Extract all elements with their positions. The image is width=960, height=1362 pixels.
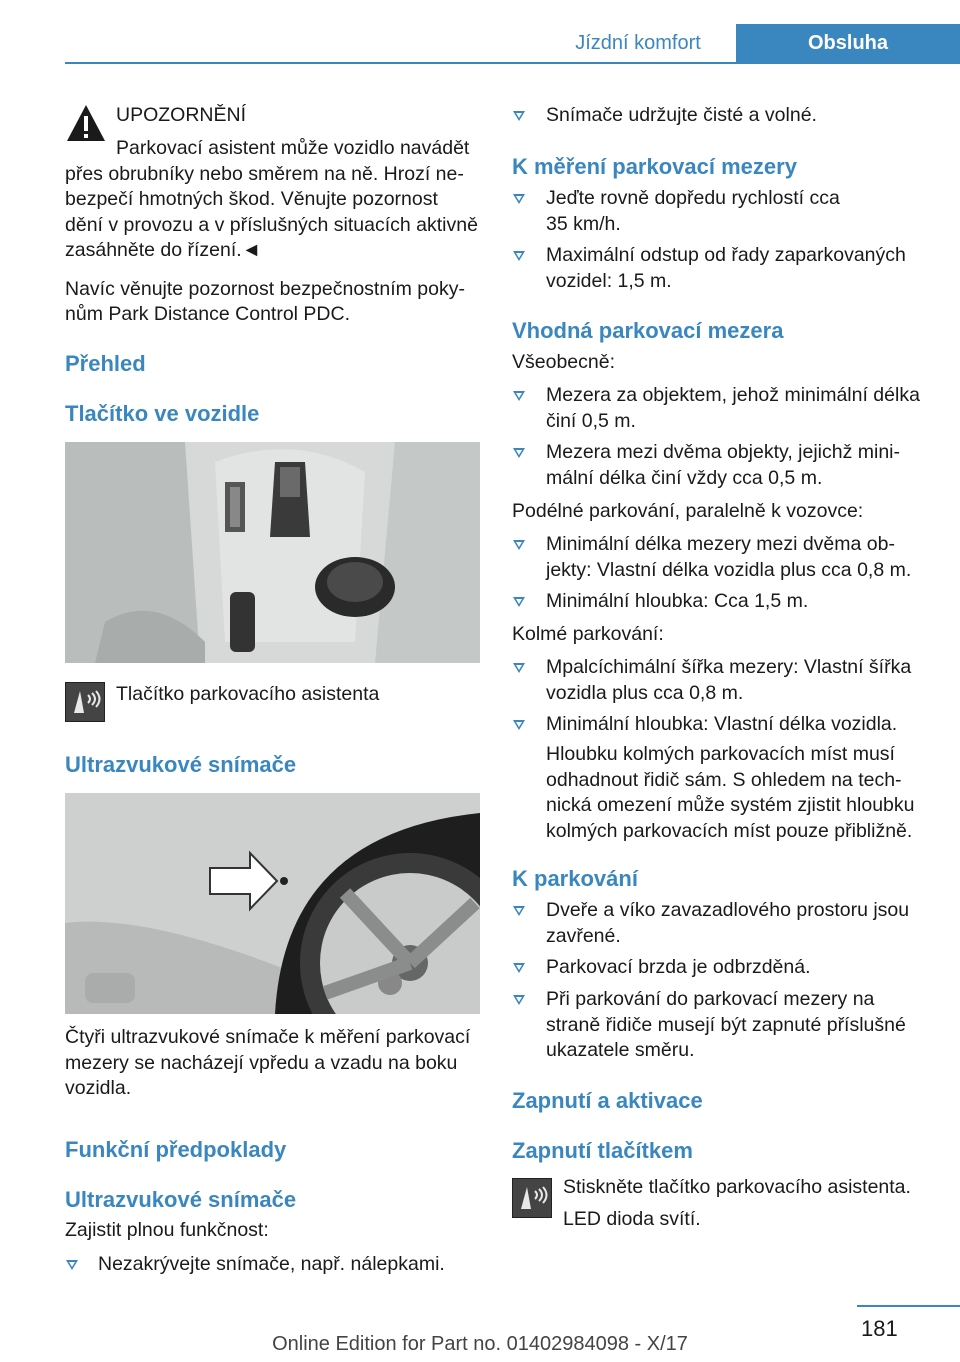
heading-switch-on: Zapnutí a aktivace — [512, 1088, 703, 1113]
measure-bullet: Jeďte rovně dopředu rychlostí cca — [546, 187, 840, 209]
sensors-line: mezery se nacházejí vpředu a vzadu na boku — [65, 1052, 458, 1074]
section-tab[interactable]: Obsluha — [736, 24, 960, 62]
bullet-icon — [513, 963, 525, 973]
sensors-line: Čtyři ultrazvukové snímače k měření parkovací — [65, 1026, 471, 1048]
park-assist-button-icon — [512, 1178, 552, 1218]
bullet-icon — [513, 448, 525, 458]
bullet-icon — [513, 251, 525, 261]
parallel-label: Podélné parkování, paralelně k vozovce: — [512, 500, 864, 522]
warning-title: UPOZORNĚNÍ — [116, 104, 247, 126]
general-bullet: činí 0,5 m. — [546, 410, 636, 432]
bullet-icon — [513, 663, 525, 673]
warning-line: přes obrubníky nebo směrem na ně. Hrozí ne- — [65, 163, 464, 185]
page-number: 181 — [861, 1316, 898, 1341]
measure-bullet: Maximální odstup od řady zaparkovaných — [546, 244, 906, 266]
parallel-bullet: jekty: Vlastní délka vozidla plus cca 0,8 m. — [546, 559, 912, 581]
parking-bullet: Parkovací brzda je odbrzděná. — [546, 956, 811, 978]
footer-rule — [857, 1305, 960, 1307]
heading-button: Tlačítko ve vozidle — [65, 401, 260, 426]
parking-bullet: Dveře a víko zavazadlového prostoru jsou — [546, 899, 910, 921]
chapter-tab[interactable]: Jízdní komfort — [575, 31, 701, 54]
warning-icon — [65, 103, 107, 145]
bullet-icon — [513, 111, 525, 121]
parking-bullet: straně řidiče musejí být zapnuté příslušné — [546, 1014, 906, 1036]
heading-parking: K parkování — [512, 866, 638, 891]
parallel-bullet: Minimální hloubka: Cca 1,5 m. — [546, 590, 809, 612]
bullet-clean: Snímače udržujte čisté a volné. — [546, 104, 817, 126]
measure-bullet: 35 km/h. — [546, 213, 621, 235]
console-photo — [65, 442, 480, 663]
func-intro: Zajistit plnou funkčnost: — [65, 1219, 269, 1241]
note-line: Navíc věnujte pozornost bezpečnostním poky- — [65, 278, 465, 300]
switch-line: Stiskněte tlačítko parkovacího asistenta. — [563, 1176, 911, 1198]
general-label: Všeobecně: — [512, 351, 615, 373]
warning-line: bezpečí hmotných škod. Věnujte pozornost — [65, 188, 438, 210]
edition-footer: Online Edition for Part no. 01402984098 - X/17 — [272, 1333, 688, 1355]
heading-sensors: Ultrazvukové snímače — [65, 752, 297, 777]
perp-bullet: vozidla plus cca 0,8 m. — [546, 682, 744, 704]
switch-line: LED dioda svítí. — [563, 1208, 701, 1230]
heading-functional: Funkční předpoklady — [65, 1137, 287, 1162]
perp-bullet: Mpalcíchimální šířka mezery: Vlastní šířka — [546, 656, 912, 678]
parking-bullet: Při parkování do parkovací mezery na — [546, 988, 875, 1010]
warning-line: zasáhněte do řízení.◄ — [65, 239, 261, 261]
perp-bullet: Minimální hloubka: Vlastní délka vozidla. — [546, 713, 898, 735]
park-assist-button-icon — [65, 682, 105, 722]
perp-note: nická omezení může systém zjistit hloubku — [546, 794, 915, 816]
button-caption: Tlačítko parkovacího asistenta — [116, 683, 380, 705]
bullet-icon — [513, 995, 525, 1005]
header-rule — [65, 62, 960, 64]
warning-line: Parkovací asistent může vozidlo navádět — [116, 137, 470, 159]
parking-bullet: ukazatele směru. — [546, 1039, 695, 1061]
heading-measure: K měření parkovací mezery — [512, 154, 797, 179]
bullet-icon — [513, 906, 525, 916]
measure-bullet: vozidel: 1,5 m. — [546, 270, 672, 292]
parallel-bullet: Minimální délka mezery mezi dvěma ob- — [546, 533, 895, 555]
note-line: nům Park Distance Control PDC. — [65, 303, 351, 325]
bullet-icon — [513, 540, 525, 550]
perp-note: kolmých parkovacích míst pouze přibližně. — [546, 820, 913, 842]
heading-switch-button: Zapnutí tlačítkem — [512, 1138, 693, 1163]
bullet-icon — [513, 597, 525, 607]
func-bullet: Nezakrývejte snímače, např. nálepkami. — [98, 1253, 445, 1275]
heading-overview: Přehled — [65, 351, 146, 376]
sensor-photo — [65, 793, 480, 1014]
general-bullet: Mezera za objektem, jehož minimální délka — [546, 384, 920, 406]
perp-note: odhadnout řidič sám. S ohledem na tech- — [546, 769, 902, 791]
perp-label: Kolmé parkování: — [512, 623, 664, 645]
bullet-icon — [513, 194, 525, 204]
general-bullet: Mezera mezi dvěma objekty, jejichž mini- — [546, 441, 900, 463]
warning-line: dění v provozu a v příslušných situacích aktivně — [65, 214, 478, 236]
sensors-line: vozidla. — [65, 1077, 132, 1099]
heading-func-sensors: Ultrazvukové snímače — [65, 1187, 297, 1212]
bullet-icon — [66, 1260, 78, 1270]
parking-bullet: zavřené. — [546, 925, 621, 947]
bullet-icon — [513, 720, 525, 730]
heading-suitable: Vhodná parkovací mezera — [512, 318, 784, 343]
general-bullet: mální délka činí vždy cca 0,5 m. — [546, 467, 823, 489]
perp-note: Hloubku kolmých parkovacích míst musí — [546, 743, 895, 765]
bullet-icon — [513, 391, 525, 401]
